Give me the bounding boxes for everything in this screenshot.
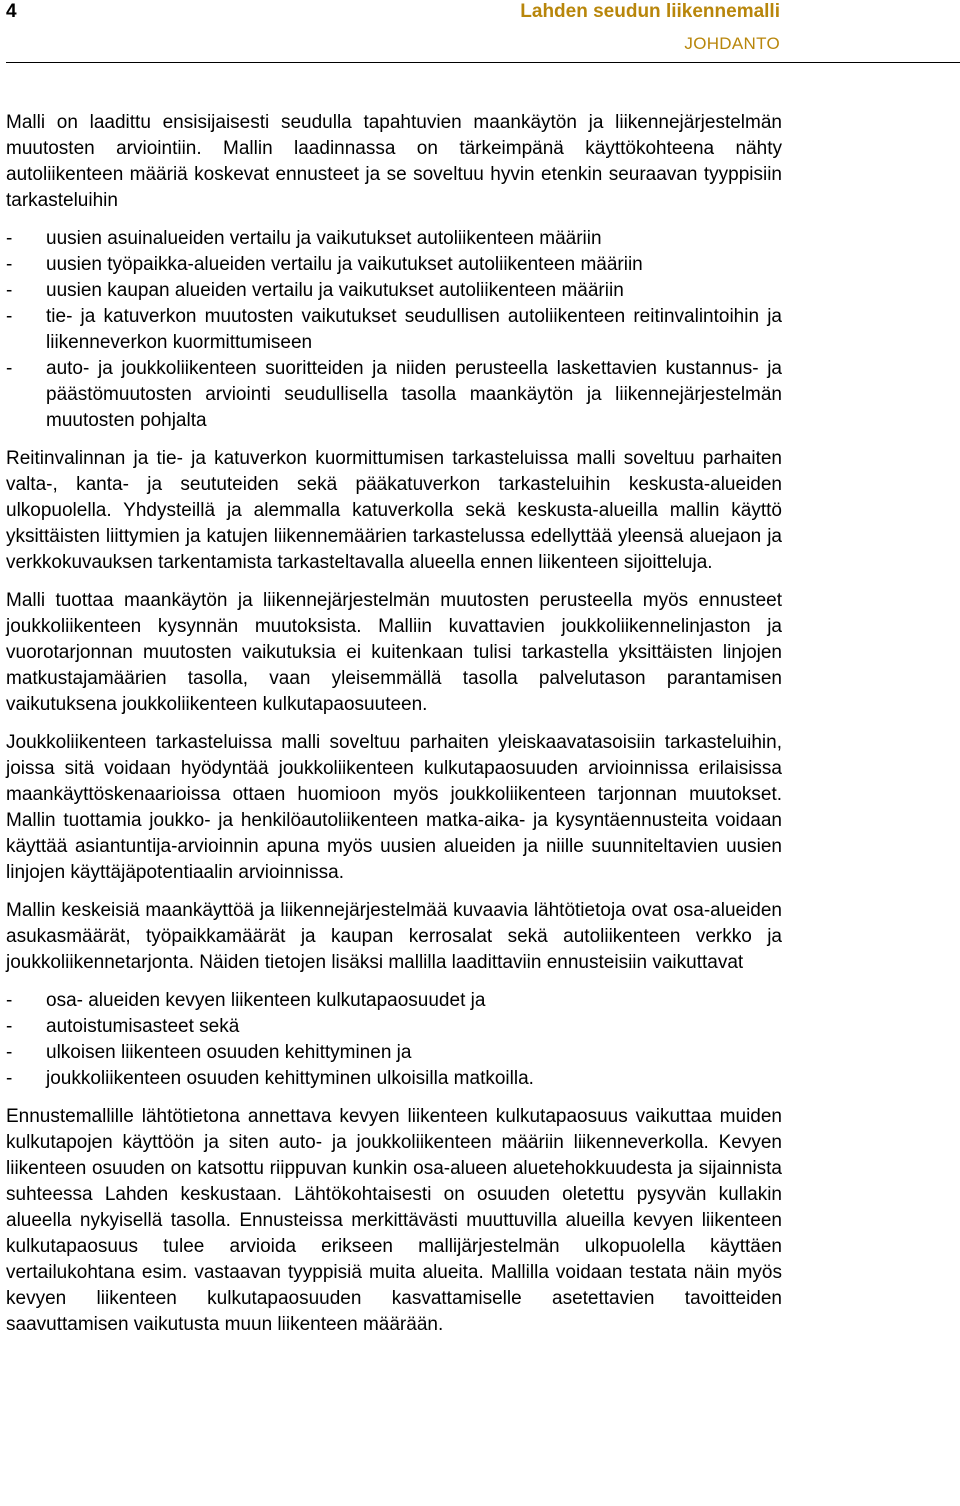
header-rule <box>6 62 960 63</box>
bullet-list-2 <box>6 988 782 1092</box>
paragraph-4: Joukkoliikenteen tarkasteluissa malli soveltuu parhaiten yleiskaavatasoisiin tarkasteluihin, joissa sitä voidaan hyödyntää joukkoliikenteen kulkutapaosuuden arvioinnissa erilaisissa maankäyttöskenaarioissa ottaen huomioon myös joukkoliikenteen tarjonnan muutokset. Mallin tuottamia joukko- ja henkilöautoliikenteen matka-aika- ja kysyntäennusteita voidaan käyttää asiantuntija-arvioinnin apuna myös uusien alueiden ja niille suunniteltavien uusien linjojen käyttäjäpotentiaalin arvioinnissa. <box>6 732 782 883</box>
running-title: Lahden seudun liikennemalli <box>520 1 780 22</box>
paragraph-5: Mallin keskeisiä maankäyttöä ja liikennejärjestelmää kuvaavia lähtötietoja ovat osa-alueiden asukasmäärät, työpaikkamäärät ja kaupan kerrosalat sekä autoliikenteen verkko ja joukkoliikennetarjonta. Näiden tietojen lisäksi mallilla laadittaviin ennusteisiin vaikuttavat <box>6 900 782 973</box>
list-item: - ulkoisen liikenteen osuuden kehittyminen ja <box>6 1042 412 1063</box>
list-item: - osa- alueiden kevyen liikenteen kulkutapaosuudet ja <box>6 990 486 1011</box>
paragraph-1: Malli on laadittu ensisijaisesti seudulla tapahtuvien maankäytön ja liikennejärjestelmän muutosten arviointiin. Mallin laadinnassa on tärkeimpänä käyttökohteena nähty autoliikenteen määriä koskevat ennusteet ja se soveltuu hyvin etenkin seuraavan tyyppisiin tarkasteluihin <box>6 112 782 211</box>
list-item: - auto- ja joukkoliikenteen suoritteiden ja niiden perusteella laskettavien kustannus- ja päästömuutosten arviointi seudullisella tasolla maankäytön ja liikennejärjestelmän muutosten pohjalta <box>6 358 782 431</box>
list-item: - uusien työpaikka-alueiden vertailu ja vaikutukset autoliikenteen määriin <box>6 254 643 275</box>
body-text <box>6 110 782 1350</box>
list-item: - autoistumisasteet sekä <box>6 1016 240 1037</box>
list-item: - uusien kaupan alueiden vertailu ja vaikutukset autoliikenteen määriin <box>6 280 624 301</box>
paragraph-2: Reitinvalinnan ja tie- ja katuverkon kuormittumisen tarkasteluissa malli soveltuu parhaiten valta-, kanta- ja seututeiden sekä pääkatuverkon tarkasteluihin keskusta-alueiden ulkopuolella. Yhdysteillä ja alemmalla katuverkolla sekä keskusta-alueilla mallin käyttö yksittäisten liittymien ja katujen liikennemäärien tarkastelussa edellyttää yleensä aluejaon ja verkkokuvauksen tarkentamista tarkasteltavalla alueella ennen liikenteen sijoitteluja. <box>6 448 782 573</box>
list-item: - joukkoliikenteen osuuden kehittyminen ulkoisilla matkoilla. <box>6 1068 534 1089</box>
section-label: JOHDANTO <box>684 34 780 53</box>
paragraph-6: Ennustemallille lähtötietona annettava kevyen liikenteen kulkutapaosuus vaikuttaa muiden kulkutapojen käyttöön ja siten auto- ja joukkoliikenteen määriin liikenneverkolla. Kevyen liikenteen osuuden on katsottu riippuvan kunkin osa-alueen aluetehokkuudesta ja sijainnista suhteessa Lahden keskustaan. Lähtökohtaisesti on osuuden oletettu pysyvän kullakin alueella nykyisellä tasolla. Ennusteissa merkittävästi muuttuvilla alueilla kevyen liikenteen kulkutapaosuus tulee arvioida erikseen mallijärjestelmän ulkopuolella käyttäen vertailukohtana esim. vastaavan tyyppisiä muita alueita. Mallilla voidaan testata näin myös kevyen liikenteen kulkutapaosuuden kasvattamiselle asetettavien tavoitteiden saavuttamisen vaikutusta muun liikenteen määrään. <box>6 1106 782 1335</box>
page-number: 4 <box>6 1 17 22</box>
bullet-list-1 <box>6 226 782 434</box>
paragraph-3: Malli tuottaa maankäytön ja liikennejärjestelmän muutosten perusteella myös ennusteet joukkoliikenteen kysynnän muutoksista. Malliin kuvattavien joukkoliikennelinjaston ja vuorotarjonnan muutosten vaikutuksia ei kuitenkaan tulisi tarkastella yksittäisten linjojen matkustajamäärien tasolla, vaan yleisemmällä tasolla palvelutason parantamisen vaikutuksena joukkoliikenteen kulkutapaosuuteen. <box>6 590 782 715</box>
list-item: - uusien asuinalueiden vertailu ja vaikutukset autoliikenteen määriin <box>6 228 602 249</box>
list-item: - tie- ja katuverkon muutosten vaikutukset seudullisen autoliikenteen reitinvalintoihin ja liikenneverkon kuormittumiseen <box>6 306 782 353</box>
